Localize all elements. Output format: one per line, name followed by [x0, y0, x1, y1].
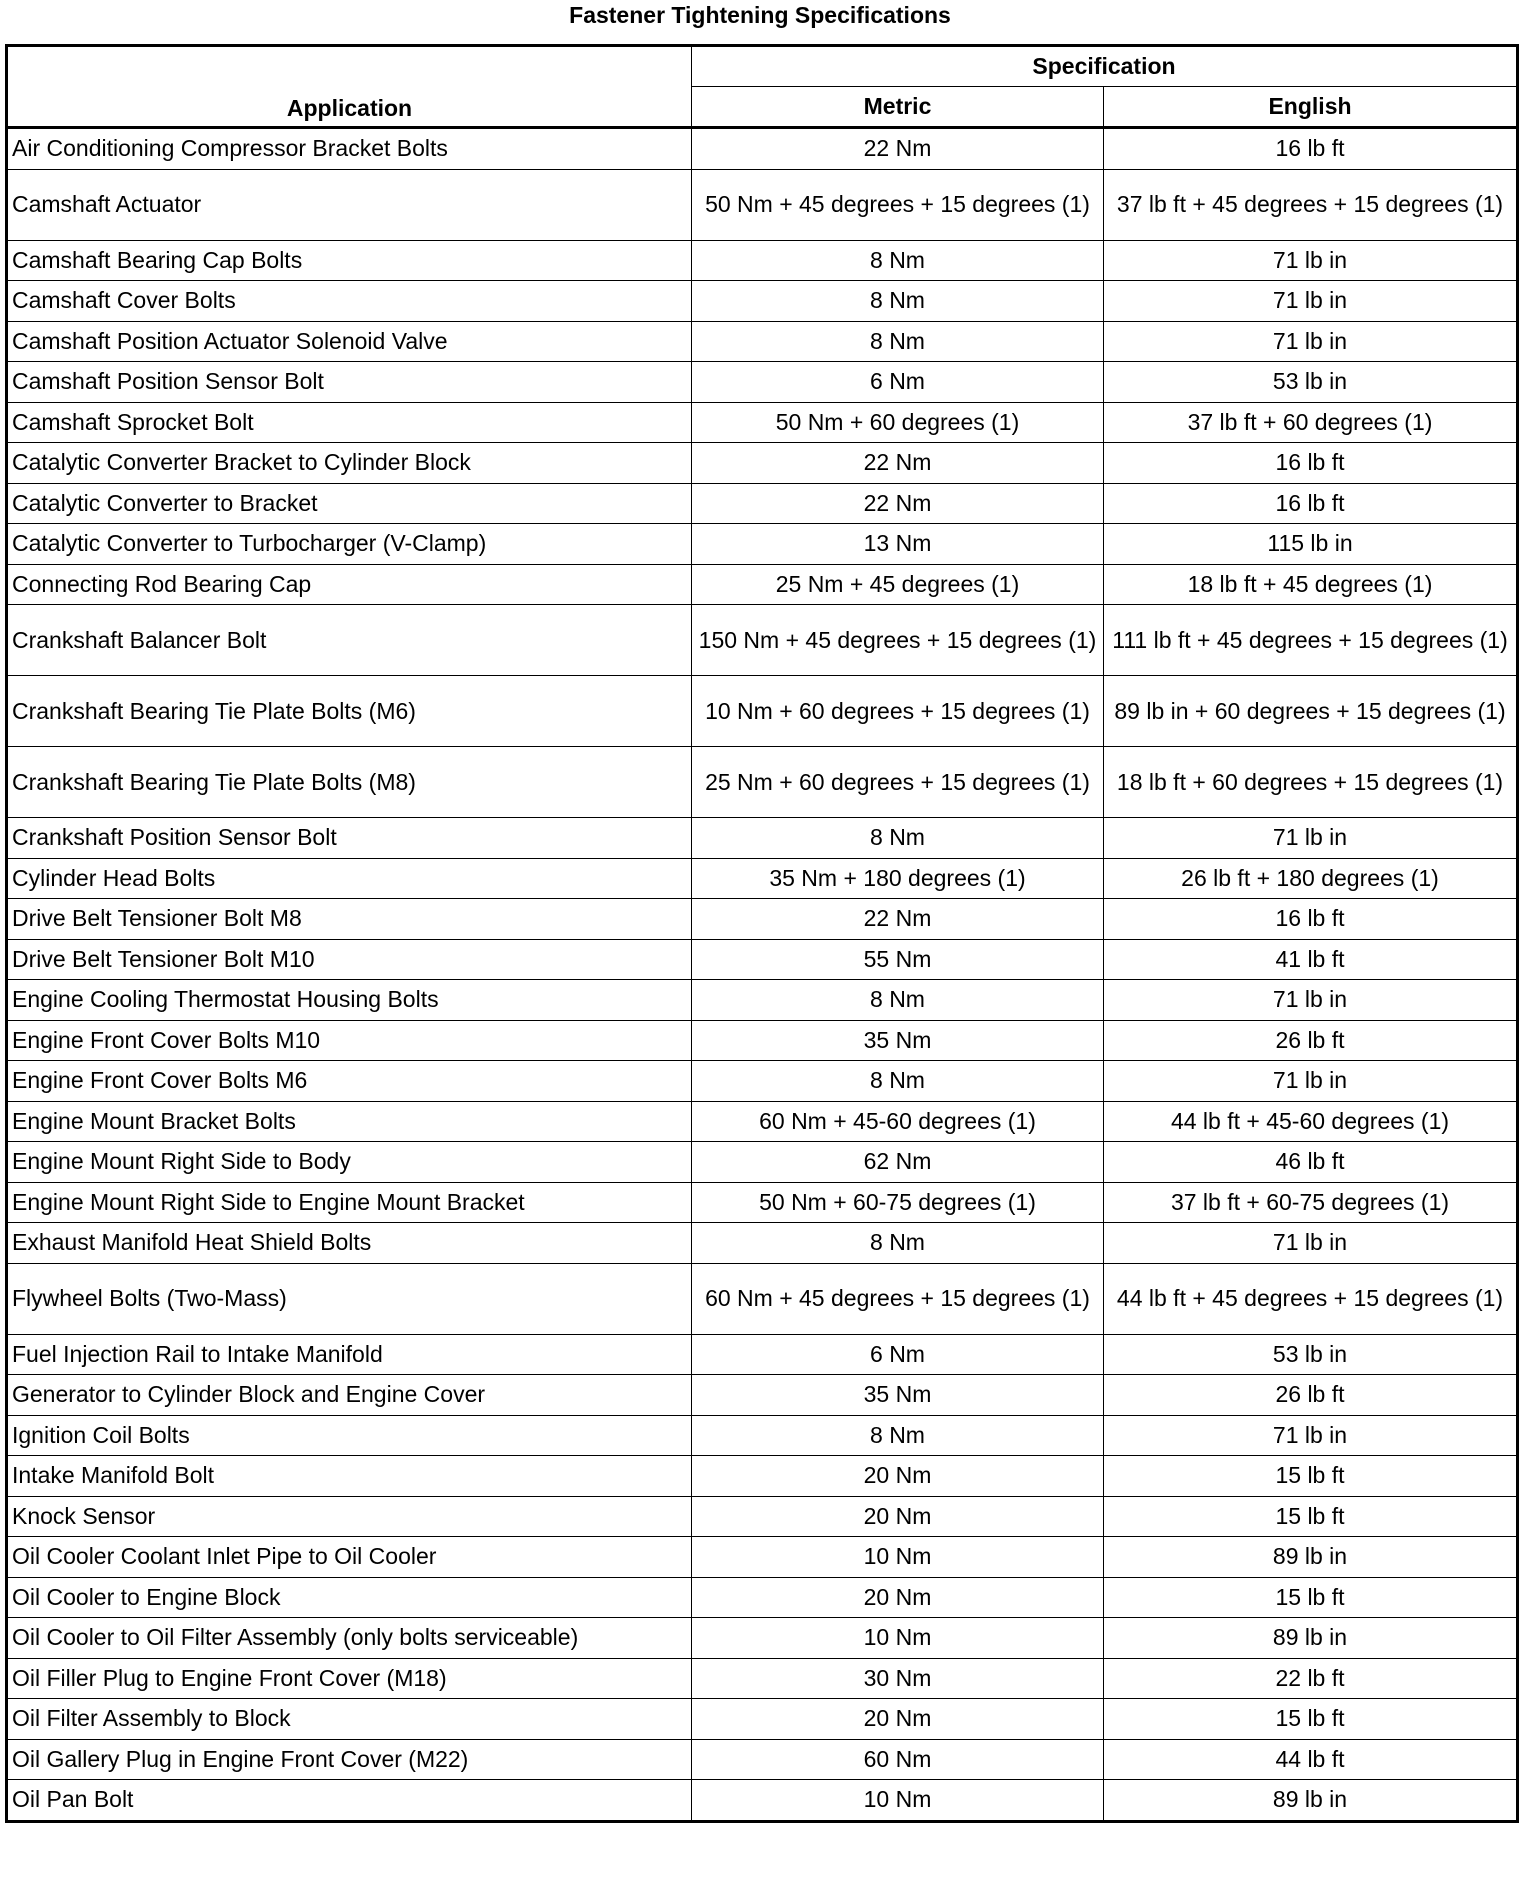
english-cell: 37 lb ft + 45 degrees + 15 degrees (1) — [1104, 169, 1518, 240]
table-row — [7, 1415, 1518, 1456]
metric-cell: 8 Nm — [692, 281, 1104, 322]
application-cell: Camshaft Position Actuator Solenoid Valve — [7, 321, 692, 362]
english-cell: 22 lb ft — [1104, 1658, 1518, 1699]
application-cell: Intake Manifold Bolt — [7, 1456, 692, 1497]
metric-cell: 8 Nm — [692, 240, 1104, 281]
application-cell: Catalytic Converter to Bracket — [7, 483, 692, 524]
english-cell: 26 lb ft + 180 degrees (1) — [1104, 858, 1518, 899]
application-cell: Generator to Cylinder Block and Engine Cover — [7, 1375, 692, 1416]
table-row — [7, 1739, 1518, 1780]
table-row — [7, 899, 1518, 940]
application-cell: Cylinder Head Bolts — [7, 858, 692, 899]
application-cell: Ignition Coil Bolts — [7, 1415, 692, 1456]
metric-cell: 8 Nm — [692, 818, 1104, 859]
application-cell: Drive Belt Tensioner Bolt M8 — [7, 899, 692, 940]
english-cell: 15 lb ft — [1104, 1699, 1518, 1740]
application-cell: Camshaft Bearing Cap Bolts — [7, 240, 692, 281]
table-row — [7, 1375, 1518, 1416]
english-cell: 111 lb ft + 45 degrees + 15 degrees (1) — [1104, 605, 1518, 676]
english-cell: 16 lb ft — [1104, 899, 1518, 940]
application-cell: Engine Front Cover Bolts M10 — [7, 1020, 692, 1061]
metric-cell: 35 Nm — [692, 1020, 1104, 1061]
metric-cell: 22 Nm — [692, 128, 1104, 170]
page-title: Fastener Tightening Specifications — [569, 2, 951, 28]
table-row — [7, 321, 1518, 362]
metric-cell: 6 Nm — [692, 362, 1104, 403]
english-cell: 15 lb ft — [1104, 1496, 1518, 1537]
application-cell: Oil Cooler Coolant Inlet Pipe to Oil Cooler — [7, 1537, 692, 1578]
table-row — [7, 1699, 1518, 1740]
table-row — [7, 1618, 1518, 1659]
metric-cell: 20 Nm — [692, 1577, 1104, 1618]
table-row — [7, 1334, 1518, 1375]
application-cell: Crankshaft Bearing Tie Plate Bolts (M6) — [7, 676, 692, 747]
application-cell: Fuel Injection Rail to Intake Manifold — [7, 1334, 692, 1375]
english-cell: 53 lb in — [1104, 362, 1518, 403]
table-row — [7, 1142, 1518, 1183]
application-cell: Engine Mount Right Side to Body — [7, 1142, 692, 1183]
english-cell: 41 lb ft — [1104, 939, 1518, 980]
fastener-spec-table — [5, 44, 1519, 1823]
english-cell: 115 lb in — [1104, 524, 1518, 565]
table-row — [7, 939, 1518, 980]
application-cell: Oil Filler Plug to Engine Front Cover (M18) — [7, 1658, 692, 1699]
metric-cell: 20 Nm — [692, 1496, 1104, 1537]
metric-cell: 20 Nm — [692, 1456, 1104, 1497]
table-row — [7, 818, 1518, 859]
metric-cell: 8 Nm — [692, 321, 1104, 362]
metric-cell: 20 Nm — [692, 1699, 1104, 1740]
header-application: Application — [7, 46, 692, 128]
metric-cell: 50 Nm + 60-75 degrees (1) — [692, 1182, 1104, 1223]
metric-cell: 8 Nm — [692, 980, 1104, 1021]
metric-cell: 60 Nm + 45-60 degrees (1) — [692, 1101, 1104, 1142]
english-cell: 71 lb in — [1104, 240, 1518, 281]
metric-cell: 60 Nm — [692, 1739, 1104, 1780]
table-row — [7, 443, 1518, 484]
english-cell: 46 lb ft — [1104, 1142, 1518, 1183]
application-cell: Crankshaft Balancer Bolt — [7, 605, 692, 676]
table-row — [7, 483, 1518, 524]
header-specification: Specification — [692, 46, 1518, 87]
application-cell: Camshaft Cover Bolts — [7, 281, 692, 322]
english-cell: 44 lb ft — [1104, 1739, 1518, 1780]
application-cell: Crankshaft Position Sensor Bolt — [7, 818, 692, 859]
english-cell: 89 lb in — [1104, 1618, 1518, 1659]
metric-cell: 22 Nm — [692, 483, 1104, 524]
metric-cell: 35 Nm — [692, 1375, 1104, 1416]
header-english: English — [1104, 87, 1518, 128]
application-cell: Camshaft Sprocket Bolt — [7, 402, 692, 443]
metric-cell: 22 Nm — [692, 899, 1104, 940]
application-cell: Oil Gallery Plug in Engine Front Cover (M22) — [7, 1739, 692, 1780]
english-cell: 37 lb ft + 60 degrees (1) — [1104, 402, 1518, 443]
metric-cell: 60 Nm + 45 degrees + 15 degrees (1) — [692, 1263, 1104, 1334]
application-cell: Catalytic Converter Bracket to Cylinder Block — [7, 443, 692, 484]
table-row — [7, 281, 1518, 322]
english-cell: 71 lb in — [1104, 818, 1518, 859]
application-cell: Engine Mount Bracket Bolts — [7, 1101, 692, 1142]
metric-cell: 25 Nm + 45 degrees (1) — [692, 564, 1104, 605]
table-row — [7, 1537, 1518, 1578]
application-cell: Engine Mount Right Side to Engine Mount Bracket — [7, 1182, 692, 1223]
table-row — [7, 1263, 1518, 1334]
application-cell: Drive Belt Tensioner Bolt M10 — [7, 939, 692, 980]
english-cell: 89 lb in — [1104, 1780, 1518, 1822]
application-cell: Knock Sensor — [7, 1496, 692, 1537]
header-metric: Metric — [692, 87, 1104, 128]
table-row — [7, 524, 1518, 565]
table-row — [7, 1577, 1518, 1618]
table-row — [7, 747, 1518, 818]
english-cell: 71 lb in — [1104, 321, 1518, 362]
metric-cell: 10 Nm + 60 degrees + 15 degrees (1) — [692, 676, 1104, 747]
application-cell: Air Conditioning Compressor Bracket Bolts — [7, 128, 692, 170]
table-row — [7, 1223, 1518, 1264]
application-cell: Oil Cooler to Oil Filter Assembly (only bolts serviceable) — [7, 1618, 692, 1659]
metric-cell: 35 Nm + 180 degrees (1) — [692, 858, 1104, 899]
metric-cell: 50 Nm + 45 degrees + 15 degrees (1) — [692, 169, 1104, 240]
english-cell: 71 lb in — [1104, 1061, 1518, 1102]
metric-cell: 8 Nm — [692, 1223, 1104, 1264]
application-cell: Flywheel Bolts (Two-Mass) — [7, 1263, 692, 1334]
metric-cell: 55 Nm — [692, 939, 1104, 980]
english-cell: 44 lb ft + 45 degrees + 15 degrees (1) — [1104, 1263, 1518, 1334]
table-row — [7, 676, 1518, 747]
application-cell: Connecting Rod Bearing Cap — [7, 564, 692, 605]
metric-cell: 25 Nm + 60 degrees + 15 degrees (1) — [692, 747, 1104, 818]
metric-cell: 8 Nm — [692, 1061, 1104, 1102]
table-row — [7, 858, 1518, 899]
metric-cell: 22 Nm — [692, 443, 1104, 484]
metric-cell: 50 Nm + 60 degrees (1) — [692, 402, 1104, 443]
english-cell: 89 lb in + 60 degrees + 15 degrees (1) — [1104, 676, 1518, 747]
application-cell: Oil Cooler to Engine Block — [7, 1577, 692, 1618]
table-row — [7, 1182, 1518, 1223]
application-cell: Camshaft Actuator — [7, 169, 692, 240]
table-row — [7, 1101, 1518, 1142]
table-row — [7, 240, 1518, 281]
application-cell: Oil Filter Assembly to Block — [7, 1699, 692, 1740]
english-cell: 26 lb ft — [1104, 1020, 1518, 1061]
table-row — [7, 402, 1518, 443]
metric-cell: 13 Nm — [692, 524, 1104, 565]
application-cell: Catalytic Converter to Turbocharger (V-Clamp) — [7, 524, 692, 565]
table-row — [7, 605, 1518, 676]
table-row — [7, 1780, 1518, 1822]
application-cell: Exhaust Manifold Heat Shield Bolts — [7, 1223, 692, 1264]
english-cell: 71 lb in — [1104, 1415, 1518, 1456]
english-cell: 16 lb ft — [1104, 483, 1518, 524]
metric-cell: 10 Nm — [692, 1780, 1104, 1822]
english-cell: 15 lb ft — [1104, 1456, 1518, 1497]
metric-cell: 150 Nm + 45 degrees + 15 degrees (1) — [692, 605, 1104, 676]
table-row — [7, 169, 1518, 240]
english-cell: 16 lb ft — [1104, 443, 1518, 484]
metric-cell: 62 Nm — [692, 1142, 1104, 1183]
table-row — [7, 1061, 1518, 1102]
english-cell: 44 lb ft + 45-60 degrees (1) — [1104, 1101, 1518, 1142]
application-cell: Engine Front Cover Bolts M6 — [7, 1061, 692, 1102]
metric-cell: 30 Nm — [692, 1658, 1104, 1699]
table-row — [7, 564, 1518, 605]
english-cell: 16 lb ft — [1104, 128, 1518, 170]
english-cell: 89 lb in — [1104, 1537, 1518, 1578]
english-cell: 71 lb in — [1104, 980, 1518, 1021]
english-cell: 53 lb in — [1104, 1334, 1518, 1375]
table-row — [7, 1020, 1518, 1061]
application-cell: Engine Cooling Thermostat Housing Bolts — [7, 980, 692, 1021]
metric-cell: 6 Nm — [692, 1334, 1104, 1375]
table-row — [7, 128, 1518, 170]
table-row — [7, 1496, 1518, 1537]
english-cell: 71 lb in — [1104, 281, 1518, 322]
metric-cell: 10 Nm — [692, 1618, 1104, 1659]
english-cell: 18 lb ft + 45 degrees (1) — [1104, 564, 1518, 605]
english-cell: 26 lb ft — [1104, 1375, 1518, 1416]
application-cell: Oil Pan Bolt — [7, 1780, 692, 1822]
table-row — [7, 1658, 1518, 1699]
metric-cell: 10 Nm — [692, 1537, 1104, 1578]
table-row — [7, 1456, 1518, 1497]
english-cell: 18 lb ft + 60 degrees + 15 degrees (1) — [1104, 747, 1518, 818]
application-cell: Camshaft Position Sensor Bolt — [7, 362, 692, 403]
application-cell: Crankshaft Bearing Tie Plate Bolts (M8) — [7, 747, 692, 818]
english-cell: 37 lb ft + 60-75 degrees (1) — [1104, 1182, 1518, 1223]
table-row — [7, 362, 1518, 403]
table-row — [7, 980, 1518, 1021]
english-cell: 71 lb in — [1104, 1223, 1518, 1264]
metric-cell: 8 Nm — [692, 1415, 1104, 1456]
english-cell: 15 lb ft — [1104, 1577, 1518, 1618]
